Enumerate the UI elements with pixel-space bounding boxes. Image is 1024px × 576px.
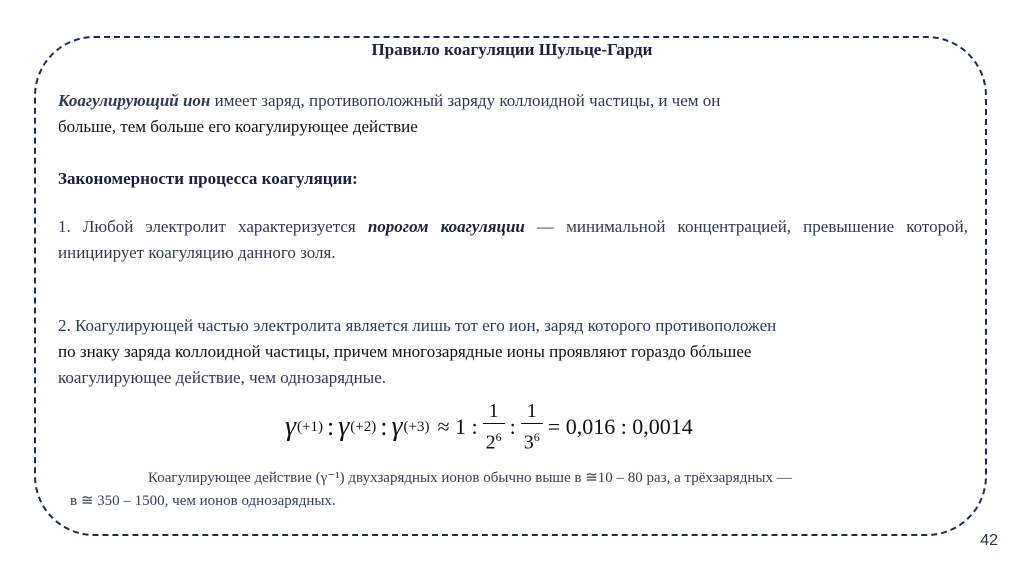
page-number: 42 xyxy=(980,532,998,549)
fraction-2-exp: 6 xyxy=(533,429,540,444)
gamma-1-sub: (+1) xyxy=(297,418,323,435)
formula-result: = 0,016 : 0,0014 xyxy=(547,414,693,439)
rule-text: имеет заряд, противоположный заряду коллоидной частицы, и чем он xyxy=(210,91,721,110)
rule-text-line2: больше, тем больше его коагулирующее действие xyxy=(58,117,418,136)
fraction-1-base: 2 xyxy=(485,431,496,454)
gamma-2: γ xyxy=(338,411,350,442)
fraction-1 xyxy=(483,399,505,456)
approx-one: ≈ 1 : xyxy=(437,414,478,439)
point-1 xyxy=(58,214,968,266)
fraction-2 xyxy=(521,399,543,456)
fraction-2-num: 1 xyxy=(526,399,537,422)
point-1-after: — минимальной концентрацией, превышение которой, инициирует коагуляцию данного золя. xyxy=(58,217,968,262)
section-heading: Закономерности процесса коагуляции: xyxy=(58,169,358,188)
fraction-1-den xyxy=(483,423,505,456)
fraction-2-den xyxy=(521,423,543,456)
fraction-2-base: 3 xyxy=(523,431,534,454)
fraction-1-exp: 6 xyxy=(495,429,502,444)
slide-title: Правило коагуляции Шульце-Гарди xyxy=(371,40,653,59)
fraction-1-num: 1 xyxy=(488,399,499,422)
gamma-1: γ xyxy=(285,411,297,442)
note-line1: Коагулирующее действие (γ⁻¹) двухзарядных ионов обычно выше в ≅10 – 80 раз, а трёхзарядных — xyxy=(148,470,792,486)
point-2-line3: коагулирующее действие, чем однозарядные. xyxy=(58,368,386,387)
point-1-term: порогом коагуляции xyxy=(367,217,525,236)
schulze-hardy-formula xyxy=(285,395,693,459)
gamma-3: γ xyxy=(391,411,403,442)
point-2 xyxy=(58,313,968,391)
point-2-line2: по знаку заряда коллоидной частицы, причем многозарядные ионы проявляют гораздо бóльшее xyxy=(58,342,752,361)
point-1-before: 1. Любой электролит характеризуется xyxy=(58,217,368,236)
rule-paragraph xyxy=(58,88,978,140)
colon-1: : xyxy=(327,412,335,441)
gamma-2-sub: (+2) xyxy=(350,418,377,435)
colon-2: : xyxy=(380,412,388,441)
gamma-3-sub: (+3) xyxy=(403,418,430,435)
note-line2: в ≅ 350 – 1500, чем ионов однозарядных. xyxy=(70,493,336,509)
rule-lead: Коагулирующий ион xyxy=(58,91,211,110)
colon-3: : xyxy=(509,414,516,439)
point-2-line1: 2. Коагулирующей частью электролита является лишь тот его ион, заряд которого противоположен xyxy=(58,316,777,335)
